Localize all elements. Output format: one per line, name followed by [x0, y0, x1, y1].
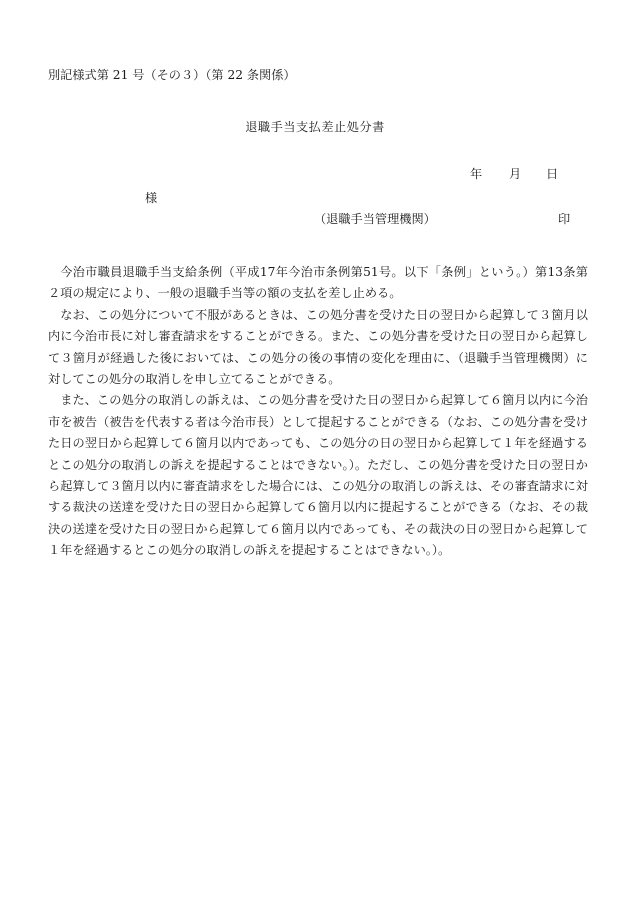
body-paragraph-3: また、この処分の取消しの訴えは、この処分書を受けた日の翌日から起算して６箇月以内に今治市を被告（被告を代表する者は今治市長）として提起することができる（なお、この処分書を受けた日の翌日から起算して６箇月以内であっても、この処分の日の翌日から起算して１年を経過するとこの処分の取消しの訴えを提起することはできない。）。ただし、この処分書を受けた日の翌日から起算して３箇月以内に審査請求をした場合には、この処分の取消しの訴えは、その審査請求に対する裁決の送達を受けた日の翌日から起算して６箇月以内に提起することができる（なお、その裁決の送達を受けた日の翌日から起算して６箇月以内であっても、その裁決の日の翌日から起算して１年を経過するとこの処分の取消しの訴えを提起することはできない。）。 — [48, 393, 588, 558]
body-paragraph-2: なお、この処分について不服があるときは、この処分書を受けた日の翌日から起算して３箇月以内に今治市長に対し審査請求をすることができる。また、この処分書を受けた日の翌日から起算して３箇月が経過した後においては、この処分の後の事情の変化を理由に、（退職手当管理機関）に対してこの処分の取消しを申し立てることができる。 — [48, 307, 588, 387]
date-year-label: 年 — [470, 167, 483, 181]
body-paragraph-1: 今治市職員退職手当支給条例（平成17年今治市条例第51号。以下「条例」という。）第13条第２項の規定により、一般の退職手当等の額の支払を差し止める。 — [48, 265, 588, 301]
form-number: 別記様式第 21 号（その３）（第 22 条関係） — [48, 68, 296, 82]
document-body — [48, 262, 588, 562]
date-day-label: 日 — [546, 167, 559, 181]
issuing-authority: （退職手当管理機関） — [314, 212, 436, 226]
addressee-honorific: 様 — [145, 191, 158, 205]
seal-mark: 印 — [558, 212, 571, 226]
document-title: 退職手当支払差止処分書 — [245, 120, 385, 134]
date-month-label: 月 — [509, 167, 522, 181]
